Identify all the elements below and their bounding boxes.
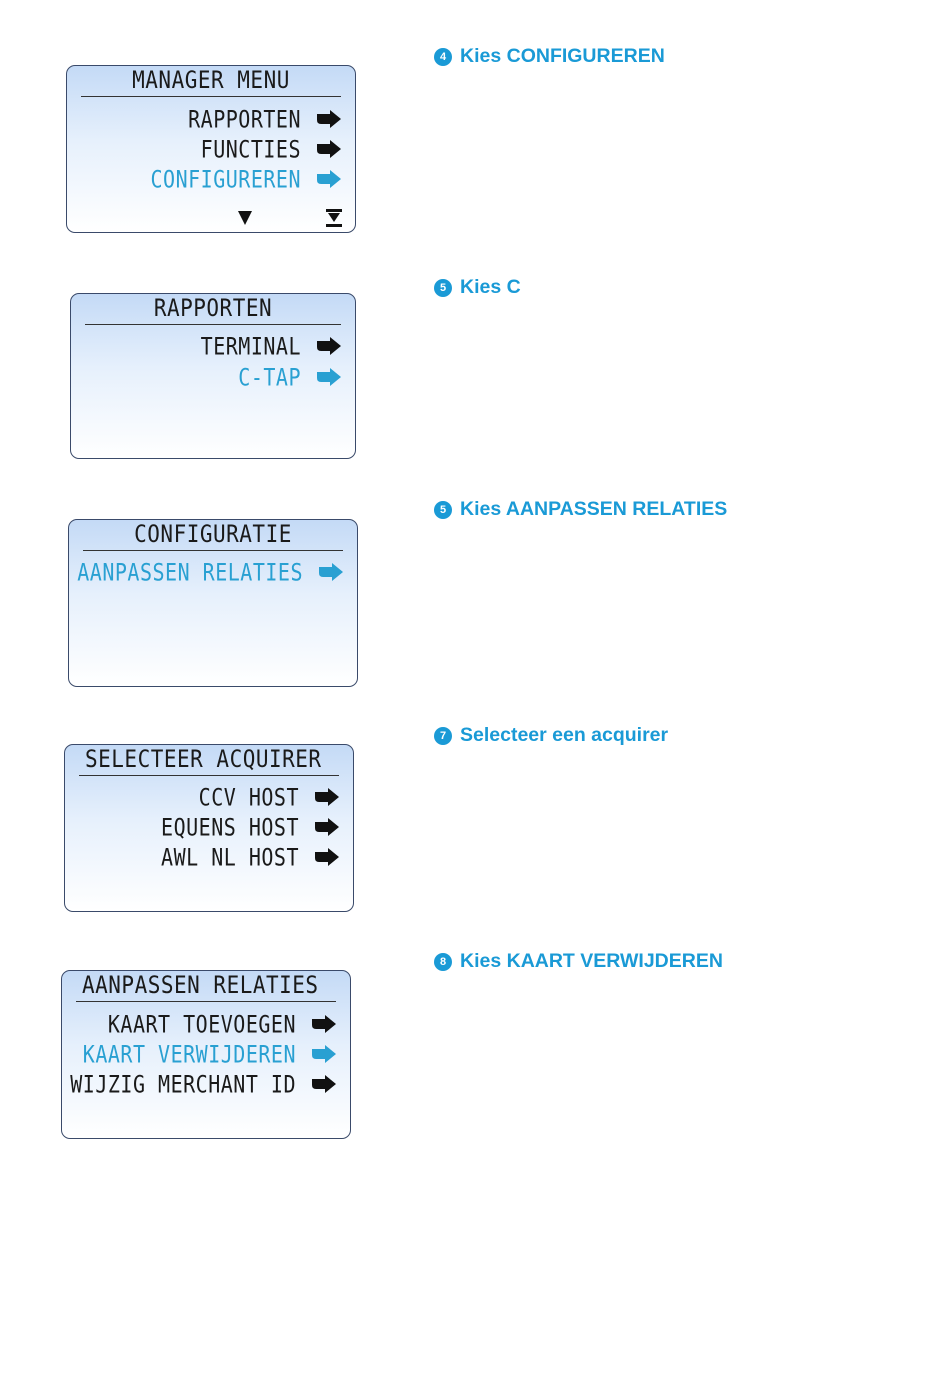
arrow-right-icon: [315, 168, 343, 190]
step-instruction: [434, 45, 665, 68]
menu-item-label: FUNCTIES: [200, 134, 301, 164]
title-divider: [83, 550, 343, 551]
terminal-screen-selecteer-acquirer: [64, 744, 354, 912]
menu-item-label: AANPASSEN RELATIES: [77, 557, 303, 587]
step-text: Kies AANPASSEN RELATIES: [460, 498, 728, 520]
menu-item-label: KAART VERWIJDEREN: [82, 1039, 296, 1069]
step-instruction: [434, 498, 727, 521]
menu-item-label: EQUENS HOST: [161, 812, 299, 842]
terminal-screen-configuratie: [68, 519, 358, 687]
title-divider: [76, 1001, 336, 1002]
step-number-badge: 4: [434, 48, 452, 66]
screen-title: AANPASSEN RELATIES: [82, 971, 319, 999]
terminal-screen-manager-menu: [66, 65, 356, 233]
arrow-right-icon: [313, 816, 341, 838]
menu-item-awl-nl-host[interactable]: [161, 842, 341, 872]
arrow-right-icon: [313, 786, 341, 808]
menu-item-configureren[interactable]: [151, 164, 344, 194]
terminal-screen-aanpassen-relaties: [61, 970, 351, 1139]
step-text: Kies CONFIGUREREN: [460, 45, 665, 67]
step-number-badge: 8: [434, 953, 452, 971]
step-instruction: [434, 950, 723, 973]
step-text: Kies C: [460, 276, 521, 298]
screen-title: CONFIGURATIE: [134, 520, 292, 548]
arrow-right-icon: [310, 1073, 338, 1095]
screen-title: SELECTEER ACQUIRER: [85, 745, 322, 773]
down-icon[interactable]: [236, 208, 254, 228]
softkey-bar: [67, 204, 355, 228]
menu-item-terminal[interactable]: [201, 331, 343, 361]
menu-item-aanpassen-relaties[interactable]: [77, 557, 345, 587]
end-icon[interactable]: [325, 208, 343, 228]
step-instruction: [434, 724, 668, 747]
title-divider: [85, 324, 341, 325]
title-divider: [81, 96, 341, 97]
menu-item-label: CCV HOST: [198, 782, 299, 812]
menu-item-equens-host[interactable]: [161, 812, 341, 842]
arrow-right-icon: [315, 108, 343, 130]
menu-item-label: C-TAP: [238, 362, 301, 392]
arrow-right-icon: [317, 561, 345, 583]
step-instruction: [434, 276, 521, 299]
step-text: Selecteer een acquirer: [460, 724, 669, 746]
step-number-badge: 5: [434, 279, 452, 297]
menu-item-label: AWL NL HOST: [161, 842, 299, 872]
menu-item-label: TERMINAL: [200, 331, 301, 361]
menu-item-functies[interactable]: [201, 134, 343, 164]
arrow-right-icon: [310, 1043, 338, 1065]
arrow-right-icon: [315, 138, 343, 160]
menu-item-rapporten[interactable]: [188, 104, 343, 134]
terminal-screen-rapporten: [70, 293, 356, 459]
screen-title: MANAGER MENU: [132, 66, 290, 94]
step-text: Kies KAART VERWIJDEREN: [460, 950, 723, 972]
menu-item-kaart-verwijderen[interactable]: [83, 1039, 338, 1069]
screen-title: RAPPORTEN: [153, 294, 273, 322]
menu-item-label: RAPPORTEN: [188, 104, 301, 134]
menu-item-c-tap[interactable]: [238, 362, 343, 392]
arrow-right-icon: [313, 846, 341, 868]
arrow-right-icon: [315, 366, 343, 388]
menu-item-label: WIJZIG MERCHANT ID: [70, 1069, 296, 1099]
arrow-right-icon: [310, 1013, 338, 1035]
menu-item-label: CONFIGUREREN: [150, 164, 301, 194]
arrow-right-icon: [315, 335, 343, 357]
step-number-badge: 7: [434, 727, 452, 745]
step-number-badge: 5: [434, 501, 452, 519]
menu-item-wijzig-merchant-id[interactable]: [70, 1069, 338, 1099]
title-divider: [79, 775, 339, 776]
menu-item-kaart-toevoegen[interactable]: [108, 1009, 338, 1039]
menu-item-label: KAART TOEVOEGEN: [107, 1009, 296, 1039]
menu-item-ccv-host[interactable]: [199, 782, 341, 812]
